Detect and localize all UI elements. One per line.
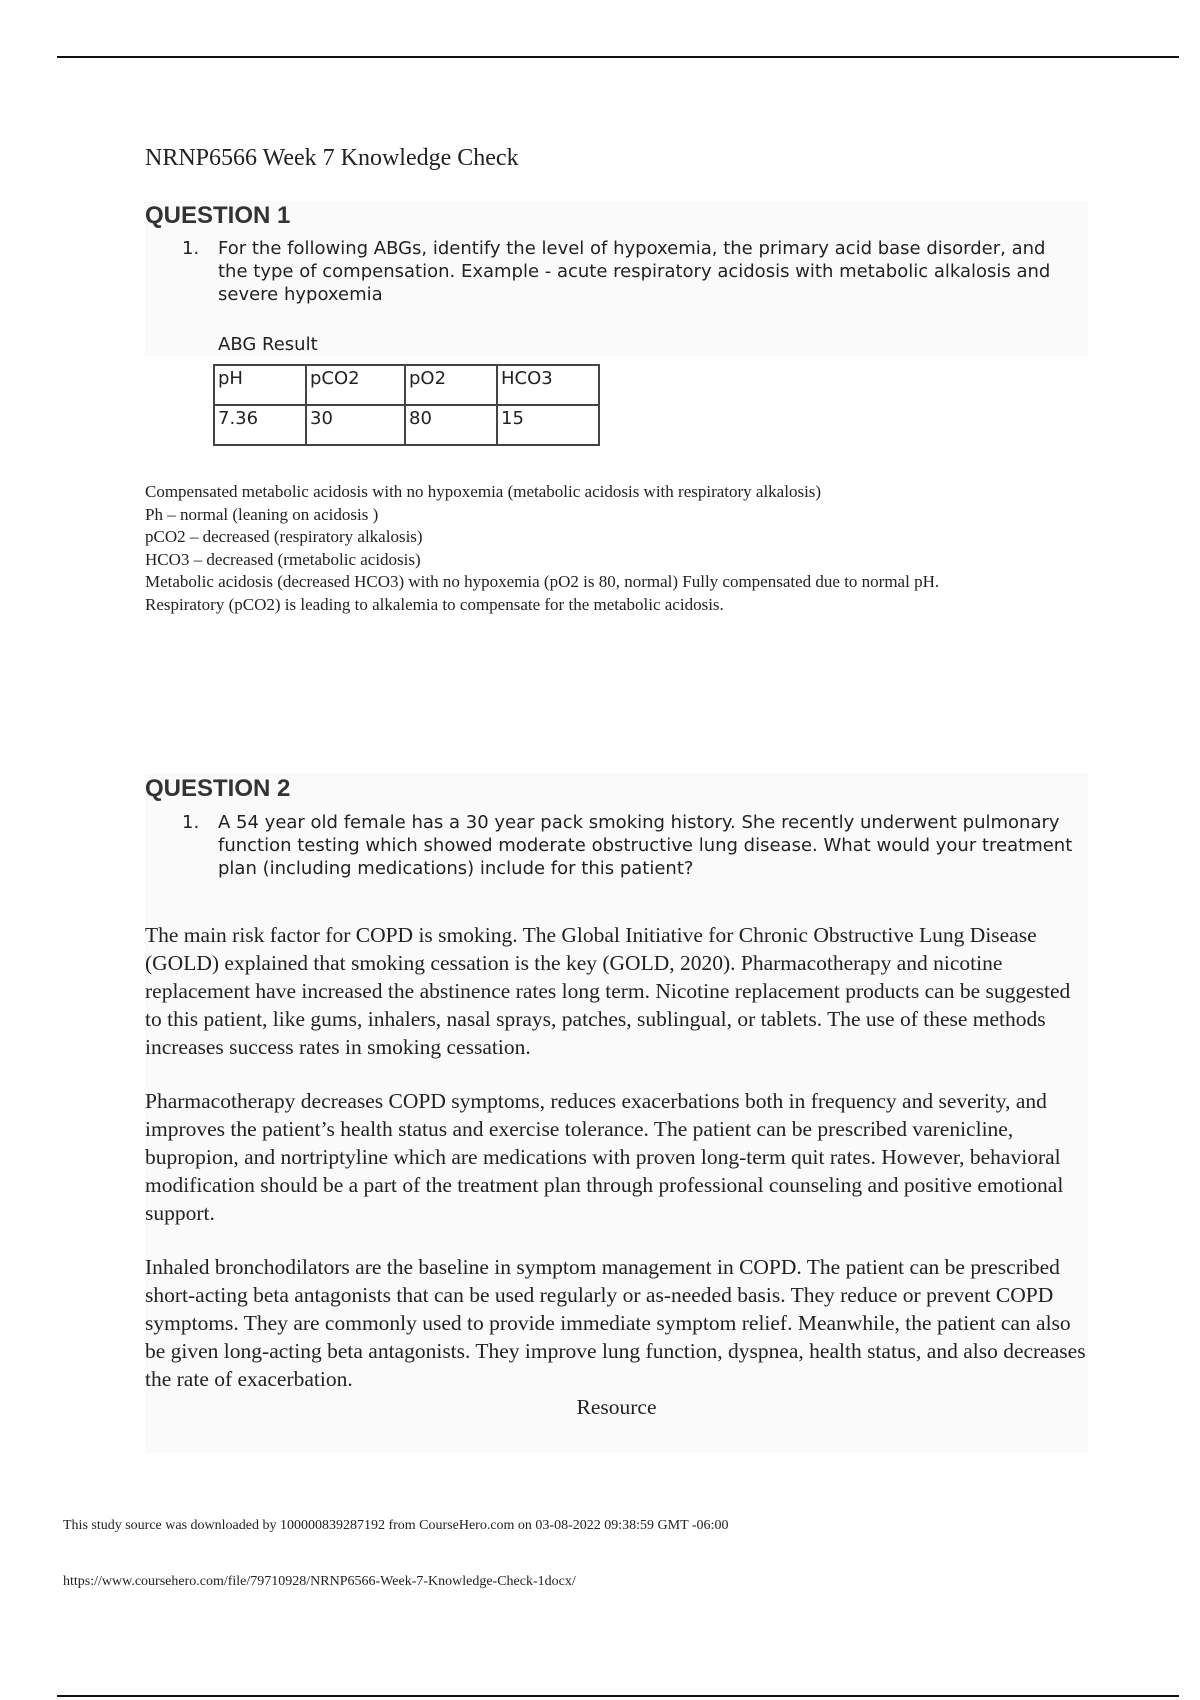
bottom-rule	[57, 1695, 1179, 1697]
answer-2-paragraph: Pharmacotherapy decreases COPD symptoms, reduces exacerbations both in frequency and severity, and improves the patient’s health status and exercise tolerance. The patient can be prescribed varenicline, bupropion, and nortriptyline which are medications with proven long-term quit rates. However, behavioral modification should be a part of the treatment plan through professional counseling and positive emotional support.	[145, 1089, 1064, 1225]
answer-1-line: HCO3 – decreased (rmetabolic acidosis)	[145, 549, 421, 569]
question-2-list-number: 1.	[182, 812, 200, 833]
abg-value-po2: 80	[405, 405, 497, 445]
answer-1-line: Metabolic acidosis (decreased HCO3) with no hypoxemia (pO2 is 80, normal) Fully compensated due to normal pH.	[145, 572, 940, 592]
question-1-heading: QUESTION 1	[145, 202, 291, 229]
question-1-answer	[145, 481, 1095, 617]
abg-header-row	[214, 365, 599, 405]
document-title: NRNP6566 Week 7 Knowledge Check	[145, 145, 519, 171]
question-2-answer	[145, 921, 1090, 1421]
abg-header-hco3: HCO3	[497, 365, 599, 405]
answer-2-paragraph: The main risk factor for COPD is smoking. The Global Initiative for Chronic Obstructive Lung Disease (GOLD) explained that smoking cessation is the key (GOLD, 2020). Pharmacotherapy and nicotine replacement have increased the abstinence rates long term. Nicotine replacement products can be suggested to this patient, like gums, inhalers, nasal sprays, patches, sublingual, or tablets. The use of these methods increases success rates in smoking cessation.	[145, 923, 1071, 1059]
download-notice: This study source was downloaded by 100000839287192 from CourseHero.com on 03-08-2022 09:38:59 GMT -06:00	[63, 1518, 729, 1533]
question-1-list-number: 1.	[182, 238, 200, 259]
question-1-prompt: For the following ABGs, identify the level of hypoxemia, the primary acid base disorder, and the type of compensation. Example - acute respiratory acidosis with metabolic alkalosis and severe hypoxemia	[218, 238, 1051, 305]
abg-header-ph: pH	[214, 365, 306, 405]
answer-1-line: Ph – normal (leaning on acidosis )	[145, 504, 379, 524]
abg-header-pco2: pCO2	[306, 365, 405, 405]
answer-2-paragraph: Inhaled bronchodilators are the baseline in symptom management in COPD. The patient can be prescribed short-acting beta antagonists that can be used regularly or as-needed basis. They reduce or prevent COPD symptoms. They are commonly used to provide immediate symptom relief. Meanwhile, the patient can also be given long-acting beta antagonists. They improve lung function, dyspnea, health status, and also decreases the rate of exacerbation.	[145, 1255, 1086, 1391]
abg-header-po2: pO2	[405, 365, 497, 405]
resource-label: Resource	[576, 1395, 657, 1419]
source-url: https://www.coursehero.com/file/79710928/NRNP6566-Week-7-Knowledge-Check-1docx/	[63, 1574, 576, 1589]
question-2-heading: QUESTION 2	[145, 775, 291, 802]
abg-value-ph: 7.36	[214, 405, 306, 445]
answer-1-line: Respiratory (pCO2) is leading to alkalemia to compensate for the metabolic acidosis.	[145, 594, 724, 614]
abg-value-pco2: 30	[306, 405, 405, 445]
answer-1-line: Compensated metabolic acidosis with no hypoxemia (metabolic acidosis with respiratory alkalosis)	[145, 482, 822, 501]
question-2-prompt: A 54 year old female has a 30 year pack smoking history. She recently underwent pulmonary function testing which showed moderate obstructive lung disease. What would your treatment plan (including medications) include for this patient?	[218, 812, 1073, 879]
abg-value-row	[214, 405, 599, 445]
abg-result-table	[213, 364, 600, 446]
abg-table-caption: ABG Result	[218, 334, 318, 355]
top-rule	[57, 56, 1179, 58]
abg-value-hco3: 15	[497, 405, 599, 445]
answer-1-line: pCO2 – decreased (respiratory alkalosis)	[145, 527, 423, 547]
